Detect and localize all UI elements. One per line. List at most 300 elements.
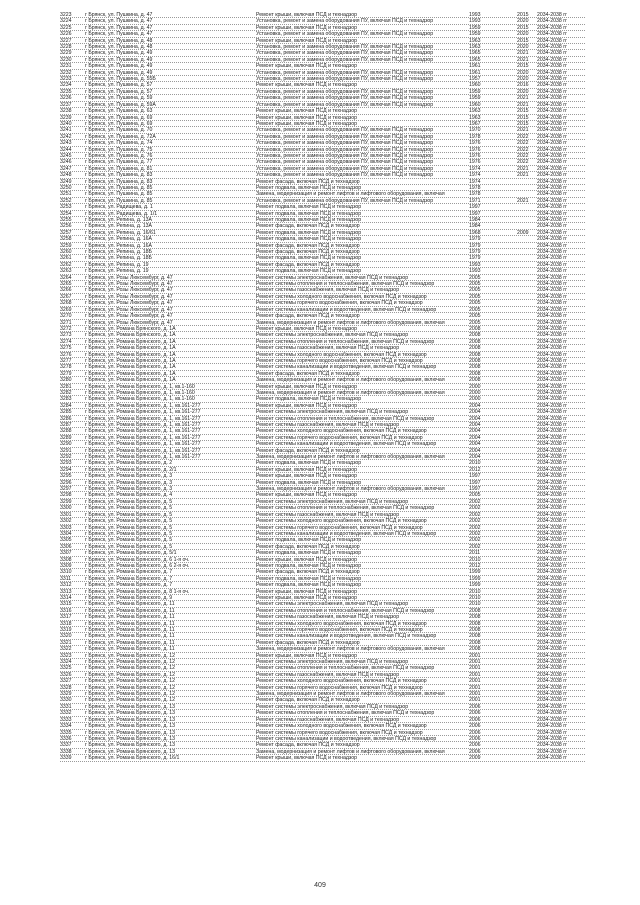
build-year-cell: 2008 bbox=[469, 345, 481, 352]
planned-period-cell: 2034-2038 гг bbox=[537, 178, 568, 185]
planned-period-cell: 2034-2038 гг bbox=[537, 364, 568, 371]
work-type-cell: Ремонт системы горячего водоснабжения, включая ПСД и технадзор bbox=[256, 300, 423, 307]
planned-period-cell: 2034-2038 гг bbox=[537, 710, 568, 717]
build-year-cell: 1997 bbox=[469, 210, 481, 217]
row-number-cell: 3287 bbox=[60, 422, 72, 428]
address-cell: г Брянск, ул. Пушкина, д. 57 bbox=[85, 88, 153, 95]
planned-period-cell: 2034-2038 гг bbox=[537, 492, 568, 499]
row-number-cell: 3277 bbox=[60, 357, 72, 364]
table-row bbox=[60, 755, 585, 761]
work-type-cell: Ремонт фасада, включая ПСД и технадзор bbox=[256, 313, 360, 320]
planned-period-cell: 2034-2038 гг bbox=[537, 377, 568, 384]
work-type-cell: Ремонт системы холодного водоснабжения, включая ПСД и технадзор bbox=[256, 620, 427, 627]
build-year-cell: 1978 bbox=[469, 184, 481, 191]
build-year-cell: 1960 bbox=[469, 82, 481, 89]
address-cell: г Брянск, ул. Розы Люксембург, д. 47 bbox=[85, 293, 173, 300]
address-cell: г Брянск, ул. Пушкина, д. 74 bbox=[85, 140, 153, 147]
build-year-cell: 2006 bbox=[469, 748, 481, 755]
address-cell: г Брянск, ул. Пушкина, д. 49 bbox=[85, 50, 153, 57]
planned-period-cell: 2034-2038 гг bbox=[537, 409, 568, 416]
work-type-cell: Ремонт фасада, включая ПСД и технадзор bbox=[256, 697, 360, 704]
planned-period-cell: 2034-2038 гг bbox=[537, 543, 568, 550]
build-year-cell: 1978 bbox=[469, 133, 481, 140]
planned-period-cell: 2034-2038 гг bbox=[537, 678, 568, 685]
work-type-cell: Ремонт системы холодного водоснабжения, включая ПСД и технадзор bbox=[256, 678, 427, 685]
build-year-cell: 2000 bbox=[469, 396, 481, 403]
planned-period-cell: 2034-2038 гг bbox=[537, 582, 568, 589]
build-year-cell: 2000 bbox=[469, 389, 481, 396]
row-number-cell: 3256 bbox=[60, 223, 72, 230]
work-type-cell: Ремонт фасада, включая ПСД и технадзор bbox=[256, 742, 360, 749]
work-type-cell: Установка, ремонт и замена оборудования ПУ, включая ПСД и технадзор bbox=[256, 197, 434, 204]
row-number-cell: 3335 bbox=[60, 729, 72, 736]
address-cell: г Брянск, ул. Репина, д. 18Б bbox=[85, 255, 152, 262]
work-type-cell: Замена, модернизация и ремонт лифтов и лифтового оборудования, включая bbox=[256, 454, 445, 461]
address-cell: г Брянск, ул. Романа Брянского, д. 13 bbox=[85, 723, 176, 730]
row-number-cell: 3324 bbox=[60, 659, 72, 666]
build-year-cell: 1965 bbox=[469, 56, 481, 63]
work-type-cell: Ремонт системы горячего водоснабжения, включая ПСД и технадзор bbox=[256, 524, 423, 531]
build-year-cell: 2008 bbox=[469, 325, 481, 332]
planned-period-cell: 2034-2038 гг bbox=[537, 268, 568, 275]
row-number-cell: 3295 bbox=[60, 473, 72, 480]
address-cell: г Брянск, ул. Романа Брянского, д. 1, кв.161-277 bbox=[85, 422, 201, 428]
planned-period-cell: 2034-2038 гг bbox=[537, 204, 568, 211]
build-year-cell: 2005 bbox=[469, 293, 481, 300]
work-type-cell: Ремонт системы газоснабжения, включая ПСД и технадзор bbox=[256, 671, 400, 678]
planned-period-cell: 2034-2038 гг bbox=[537, 620, 568, 627]
work-type-cell: Ремонт крыши, включая ПСД и технадзор bbox=[256, 473, 358, 480]
address-cell: г Брянск, ул. Романа Брянского, д. 5 bbox=[85, 498, 173, 505]
build-year-cell: 2008 bbox=[469, 338, 481, 345]
work-type-cell: Установка, ремонт и замена оборудования ПУ, включая ПСД и технадзор bbox=[256, 172, 434, 179]
address-cell: г Брянск, ул. Романа Брянского, д. 1, кв.161-277 bbox=[85, 447, 201, 454]
row-number-cell: 3307 bbox=[60, 550, 72, 557]
build-year-cell: 2012 bbox=[469, 562, 481, 569]
row-number-cell: 3311 bbox=[60, 575, 72, 582]
address-cell: г Брянск, ул. Пушкина, д. 81 bbox=[85, 165, 153, 172]
row-number-cell: 3278 bbox=[60, 364, 72, 371]
address-cell: г Брянск, ул. Романа Брянского, д. 12 bbox=[85, 678, 176, 685]
planned-period-cell: 2034-2038 гг bbox=[537, 18, 568, 25]
work-type-cell: Установка, ремонт и замена оборудования ПУ, включая ПСД и технадзор bbox=[256, 165, 434, 172]
address-cell: г Брянск, ул. Романа Брянского, д. 1А bbox=[85, 332, 176, 339]
work-type-cell: Ремонт системы канализации и водоотведения, включая ПСД и технадзор bbox=[256, 530, 437, 537]
build-year-cell: 1959 bbox=[469, 31, 481, 38]
last-repair-year-cell: 2015 bbox=[517, 37, 529, 44]
planned-period-cell: 2034-2038 гг bbox=[537, 684, 568, 691]
work-type-cell: Ремонт подвала, включая ПСД и технадзор bbox=[256, 184, 362, 191]
planned-period-cell: 2034-2038 гг bbox=[537, 697, 568, 704]
work-type-cell: Ремонт системы отопления и теплоснабжения, включая ПСД и технадзор bbox=[256, 665, 435, 672]
address-cell: г Брянск, ул. Романа Брянского, д. 3 bbox=[85, 473, 173, 480]
planned-period-cell: 2034-2038 гг bbox=[537, 152, 568, 159]
row-number-cell: 3255 bbox=[60, 217, 72, 223]
last-repair-year-cell: 2022 bbox=[517, 133, 529, 140]
build-year-cell: 1961 bbox=[469, 63, 481, 70]
build-year-cell: 2008 bbox=[469, 370, 481, 377]
address-cell: г Брянск, ул. Романа Брянского, д. 5 bbox=[85, 511, 173, 518]
work-type-cell: Ремонт системы канализации и водоотведения, включая ПСД и технадзор bbox=[256, 633, 437, 640]
build-year-cell: 2001 bbox=[469, 691, 481, 698]
work-type-cell: Ремонт фасада, включая ПСД и технадзор bbox=[256, 370, 360, 377]
work-type-cell: Ремонт системы холодного водоснабжения, включая ПСД и технадзор bbox=[256, 351, 427, 358]
planned-period-cell: 2034-2038 гг bbox=[537, 370, 568, 377]
build-year-cell: 2005 bbox=[469, 319, 481, 326]
address-cell: г Брянск, ул. Пушкина, д. 55Б bbox=[85, 76, 156, 83]
planned-period-cell: 2034-2038 гг bbox=[537, 671, 568, 678]
row-number-cell: 3258 bbox=[60, 236, 72, 243]
planned-period-cell: 2034-2038 гг bbox=[537, 210, 568, 217]
work-type-cell: Ремонт крыши, включая ПСД и технадзор bbox=[256, 24, 358, 31]
build-year-cell: 2002 bbox=[469, 524, 481, 531]
planned-period-cell: 2034-2038 гг bbox=[537, 498, 568, 505]
address-cell: г Брянск, ул. Романа Брянского, д. 3 bbox=[85, 479, 173, 486]
row-number-cell: 3279 bbox=[60, 370, 72, 377]
build-year-cell: 2008 bbox=[469, 627, 481, 633]
row-number-cell: 3283 bbox=[60, 396, 72, 403]
planned-period-cell: 2034-2038 гг bbox=[537, 530, 568, 537]
work-type-cell: Ремонт системы горячего водоснабжения, включая ПСД и технадзор bbox=[256, 434, 423, 441]
work-type-cell: Установка, ремонт и замена оборудования ПУ, включая ПСД и технадзор bbox=[256, 140, 434, 147]
build-year-cell: 2004 bbox=[469, 428, 481, 435]
row-number-cell: 3268 bbox=[60, 300, 72, 307]
last-repair-year-cell: 2020 bbox=[517, 76, 529, 83]
work-type-cell: Ремонт системы отопления и теплоснабжения, включая ПСД и технадзор bbox=[256, 281, 435, 288]
address-cell: г Брянск, ул. Радищева, д. 1/1 bbox=[85, 210, 158, 217]
work-type-cell: Ремонт системы электроснабжения, включая ПСД и технадзор bbox=[256, 498, 409, 505]
work-type-cell: Ремонт системы электроснабжения, включая ПСД и технадзор bbox=[256, 332, 409, 339]
work-type-cell: Ремонт крыши, включая ПСД и технадзор bbox=[256, 466, 358, 473]
work-type-cell: Ремонт фасада, включая ПСД и технадзор bbox=[256, 249, 360, 256]
address-cell: г Брянск, ул. Романа Брянского, д. 1, кв.1-160 bbox=[85, 389, 195, 396]
row-number-cell: 3330 bbox=[60, 697, 72, 704]
planned-period-cell: 2034-2038 гг bbox=[537, 24, 568, 31]
row-number-cell: 3300 bbox=[60, 505, 72, 512]
row-number-cell: 3259 bbox=[60, 242, 72, 249]
work-type-cell: Ремонт фасада, включая ПСД и технадзор bbox=[256, 447, 360, 454]
row-number-cell: 3244 bbox=[60, 146, 72, 153]
row-number-cell: 3316 bbox=[60, 607, 72, 614]
work-type-cell: Ремонт системы горячего водоснабжения, включая ПСД и технадзор bbox=[256, 729, 423, 736]
row-number-cell: 3327 bbox=[60, 678, 72, 685]
planned-period-cell: 2034-2038 гг bbox=[537, 37, 568, 44]
last-repair-year-cell: 2015 bbox=[517, 63, 529, 70]
row-number-cell: 3338 bbox=[60, 748, 72, 755]
planned-period-cell: 2034-2038 гг bbox=[537, 82, 568, 89]
address-cell: г Брянск, ул. Пушкина, д. 47 bbox=[85, 24, 153, 31]
address-cell: г Брянск, ул. Пушкина, д. 49 bbox=[85, 56, 153, 63]
work-type-cell: Ремонт подвала, включая ПСД и технадзор bbox=[256, 537, 362, 544]
last-repair-year-cell: 2020 bbox=[517, 31, 529, 38]
address-cell: г Брянск, ул. Романа Брянского, д. 4 bbox=[85, 492, 173, 499]
address-cell: г Брянск, ул. Романа Брянского, д. 1, кв.161-277 bbox=[85, 441, 201, 448]
row-number-cell: 3336 bbox=[60, 735, 72, 742]
planned-period-cell: 2034-2038 гг bbox=[537, 313, 568, 320]
work-type-cell: Ремонт системы электроснабжения, включая ПСД и технадзор bbox=[256, 601, 409, 608]
work-type-cell: Ремонт крыши, включая ПСД и технадзор bbox=[256, 108, 358, 115]
row-number-cell: 3288 bbox=[60, 428, 72, 435]
build-year-cell: 2010 bbox=[469, 601, 481, 608]
build-year-cell: 2008 bbox=[469, 614, 481, 621]
row-number-cell: 3234 bbox=[60, 82, 72, 89]
address-cell: г Брянск, ул. Репина, д. 16А bbox=[85, 242, 152, 249]
build-year-cell: 2005 bbox=[469, 274, 481, 281]
build-year-cell: 2004 bbox=[469, 415, 481, 422]
address-cell: г Брянск, ул. Розы Люксембург, д. 47 bbox=[85, 287, 173, 294]
row-number-cell: 3337 bbox=[60, 742, 72, 749]
address-cell: г Брянск, ул. Пушкина, д. 83 bbox=[85, 172, 153, 179]
address-cell: г Брянск, ул. Романа Брянского, д. 11 bbox=[85, 620, 175, 627]
build-year-cell: 1957 bbox=[469, 76, 481, 83]
build-year-cell: 2001 bbox=[469, 652, 481, 659]
work-type-cell: Ремонт системы горячего водоснабжения, включая ПСД и технадзор bbox=[256, 627, 423, 633]
work-type-cell: Ремонт подвала, включая ПСД и технадзор bbox=[256, 460, 362, 467]
address-cell: г Брянск, ул. Романа Брянского, д. 13 bbox=[85, 742, 176, 749]
work-type-cell: Установка, ремонт и замена оборудования ПУ, включая ПСД и технадзор bbox=[256, 69, 434, 76]
build-year-cell: 2008 bbox=[469, 332, 481, 339]
row-number-cell: 3224 bbox=[60, 18, 72, 25]
build-year-cell: 2006 bbox=[469, 735, 481, 742]
planned-period-cell: 2034-2038 гг bbox=[537, 422, 568, 428]
planned-period-cell: 2034-2038 гг bbox=[537, 281, 568, 288]
planned-period-cell: 2034-2038 гг bbox=[537, 56, 568, 63]
address-cell: г Брянск, ул. Романа Брянского, д. 6 1-я оч. bbox=[85, 556, 190, 563]
row-number-cell: 3241 bbox=[60, 127, 72, 134]
address-cell: г Брянск, ул. Пушкина, д. 57 bbox=[85, 82, 153, 89]
row-number-cell: 3291 bbox=[60, 447, 72, 454]
row-number-cell: 3309 bbox=[60, 562, 72, 569]
last-repair-year-cell: 2015 bbox=[517, 114, 529, 121]
address-cell: г Брянск, ул. Пушкина, д. 48 bbox=[85, 44, 153, 51]
planned-period-cell: 2034-2038 гг bbox=[537, 550, 568, 557]
build-year-cell: 1997 bbox=[469, 204, 481, 211]
address-cell: г Брянск, ул. Романа Брянского, д. 13 bbox=[85, 748, 176, 755]
last-repair-year-cell: 2021 bbox=[517, 172, 529, 179]
build-year-cell: 2002 bbox=[469, 505, 481, 512]
work-type-cell: Ремонт системы отопления и теплоснабжения, включая ПСД и технадзор bbox=[256, 338, 435, 345]
address-cell: г Брянск, ул. Романа Брянского, д. 1А bbox=[85, 364, 176, 371]
address-cell: г Брянск, ул. Романа Брянского, д. 11 bbox=[85, 633, 175, 640]
build-year-cell: 2008 bbox=[469, 364, 481, 371]
planned-period-cell: 2034-2038 гг bbox=[537, 300, 568, 307]
row-number-cell: 3317 bbox=[60, 614, 72, 621]
build-year-cell: 1963 bbox=[469, 114, 481, 121]
planned-period-cell: 2034-2038 гг bbox=[537, 63, 568, 70]
work-type-cell: Ремонт подвала, включая ПСД и технадзор bbox=[256, 210, 362, 217]
row-number-cell: 3243 bbox=[60, 140, 72, 147]
build-year-cell: 1971 bbox=[469, 197, 481, 204]
build-year-cell: 2004 bbox=[469, 434, 481, 441]
planned-period-cell: 2034-2038 гг bbox=[537, 338, 568, 345]
build-year-cell: 1959 bbox=[469, 24, 481, 31]
build-year-cell: 2010 bbox=[469, 556, 481, 563]
address-cell: г Брянск, ул. Розы Люксембург, д. 47 bbox=[85, 313, 173, 320]
row-number-cell: 3265 bbox=[60, 281, 72, 288]
row-number-cell: 3326 bbox=[60, 671, 72, 678]
work-type-cell: Ремонт подвала, включая ПСД и технадзор bbox=[256, 217, 362, 223]
address-cell: г Брянск, ул. Романа Брянского, д. 1, кв.161-277 bbox=[85, 402, 201, 409]
work-type-cell: Ремонт подвала, включая ПСД и технадзор bbox=[256, 582, 362, 589]
row-number-cell: 3228 bbox=[60, 44, 72, 51]
work-type-cell: Ремонт подвала, включая ПСД и технадзор bbox=[256, 479, 362, 486]
row-number-cell: 3272 bbox=[60, 325, 72, 332]
work-type-cell: Ремонт фасада, включая ПСД и технадзор bbox=[256, 569, 360, 576]
build-year-cell: 2004 bbox=[469, 454, 481, 461]
address-cell: г Брянск, ул. Пушкина, д. 75 bbox=[85, 146, 153, 153]
build-year-cell: 2002 bbox=[469, 518, 481, 525]
work-type-cell: Замена, модернизация и ремонт лифтов и лифтового оборудования, включая bbox=[256, 486, 445, 493]
address-cell: г Брянск, ул. Романа Брянского, д. 1, кв.1-160 bbox=[85, 383, 195, 390]
work-type-cell: Установка, ремонт и замена оборудования ПУ, включая ПСД и технадзор bbox=[256, 101, 434, 108]
build-year-cell: 1997 bbox=[469, 486, 481, 493]
planned-period-cell: 2034-2038 гг bbox=[537, 159, 568, 166]
planned-period-cell: 2034-2038 гг bbox=[537, 460, 568, 467]
address-cell: г Брянск, ул. Романа Брянского, д. 1А bbox=[85, 345, 176, 352]
build-year-cell: 2002 bbox=[469, 543, 481, 550]
build-year-cell: 1959 bbox=[469, 95, 481, 102]
row-number-cell: 3304 bbox=[60, 530, 72, 537]
row-number-cell: 3290 bbox=[60, 441, 72, 448]
planned-period-cell: 2034-2038 гг bbox=[537, 729, 568, 736]
work-type-cell: Ремонт крыши, включая ПСД и технадзор bbox=[256, 37, 358, 44]
address-cell: г Брянск, ул. Розы Люксембург, д. 47 bbox=[85, 306, 173, 313]
work-type-cell: Ремонт системы газоснабжения, включая ПСД и технадзор bbox=[256, 614, 400, 621]
address-cell: г Брянск, ул. Репина, д. 19 bbox=[85, 268, 149, 275]
address-cell: г Брянск, ул. Пушкина, д. 83 bbox=[85, 178, 153, 185]
row-number-cell: 3303 bbox=[60, 524, 72, 531]
work-type-cell: Ремонт системы канализации и водоотведения, включая ПСД и технадзор bbox=[256, 441, 437, 448]
build-year-cell: 1959 bbox=[469, 88, 481, 95]
work-type-cell: Установка, ремонт и замена оборудования ПУ, включая ПСД и технадзор bbox=[256, 56, 434, 63]
address-cell: г Брянск, ул. Репина, д. 13А bbox=[85, 217, 152, 223]
work-type-cell: Ремонт крыши, включая ПСД и технадзор bbox=[256, 63, 358, 70]
planned-period-cell: 2034-2038 гг bbox=[537, 133, 568, 140]
row-number-cell: 3232 bbox=[60, 69, 72, 76]
last-repair-year-cell: 2016 bbox=[517, 82, 529, 89]
work-type-cell: Установка, ремонт и замена оборудования ПУ, включая ПСД и технадзор bbox=[256, 50, 434, 57]
row-number-cell: 3248 bbox=[60, 172, 72, 179]
address-cell: г Брянск, ул. Романа Брянского, д. 1А bbox=[85, 357, 176, 364]
address-cell: г Брянск, ул. Романа Брянского, д. 11 bbox=[85, 614, 175, 621]
planned-period-cell: 2034-2038 гг bbox=[537, 562, 568, 569]
row-number-cell: 3261 bbox=[60, 255, 72, 262]
address-cell: г Брянск, ул. Пушкина, д. 59 bbox=[85, 95, 153, 102]
row-number-cell: 3275 bbox=[60, 345, 72, 352]
build-year-cell: 2000 bbox=[469, 383, 481, 390]
row-number-cell: 3251 bbox=[60, 191, 72, 198]
build-year-cell: 2001 bbox=[469, 665, 481, 672]
work-type-cell: Установка, ремонт и замена оборудования ПУ, включая ПСД и технадзор bbox=[256, 133, 434, 140]
work-type-cell: Установка, ремонт и замена оборудования ПУ, включая ПСД и технадзор bbox=[256, 152, 434, 159]
planned-period-cell: 2034-2038 гг bbox=[537, 473, 568, 480]
row-number-cell: 3249 bbox=[60, 178, 72, 185]
planned-period-cell: 2034-2038 гг bbox=[537, 505, 568, 512]
planned-period-cell: 2034-2038 гг bbox=[537, 140, 568, 147]
row-number-cell: 3257 bbox=[60, 229, 72, 236]
row-number-cell: 3240 bbox=[60, 120, 72, 127]
last-repair-year-cell: 2015 bbox=[517, 108, 529, 115]
address-cell: г Брянск, ул. Розы Люксембург, д. 47 bbox=[85, 281, 173, 288]
work-type-cell: Ремонт крыши, включая ПСД и технадзор bbox=[256, 325, 358, 332]
work-type-cell: Ремонт фасада, включая ПСД и технадзор bbox=[256, 639, 360, 646]
address-cell: г Брянск, ул. Романа Брянского, д. 1, кв.161-277 bbox=[85, 415, 201, 422]
build-year-cell: 2006 bbox=[469, 742, 481, 749]
work-type-cell: Ремонт системы отопления и теплоснабжения, включая ПСД и технадзор bbox=[256, 415, 435, 422]
planned-period-cell: 2034-2038 гг bbox=[537, 31, 568, 38]
planned-period-cell: 2034-2038 гг bbox=[537, 351, 568, 358]
row-number-cell: 3308 bbox=[60, 556, 72, 563]
planned-period-cell: 2034-2038 гг bbox=[537, 101, 568, 108]
work-type-cell: Ремонт системы холодного водоснабжения, включая ПСД и технадзор bbox=[256, 293, 427, 300]
address-cell: г Брянск, ул. Репина, д. 16А bbox=[85, 236, 152, 243]
row-number-cell: 3247 bbox=[60, 165, 72, 172]
planned-period-cell: 2034-2038 гг bbox=[537, 639, 568, 646]
row-number-cell: 3263 bbox=[60, 268, 72, 275]
row-number-cell: 3329 bbox=[60, 691, 72, 698]
build-year-cell: 2002 bbox=[469, 530, 481, 537]
work-type-cell: Установка, ремонт и замена оборудования ПУ, включая ПСД и технадзор bbox=[256, 95, 434, 102]
build-year-cell: 2010 bbox=[469, 460, 481, 467]
row-number-cell: 3302 bbox=[60, 518, 72, 525]
work-type-cell: Ремонт крыши, включая ПСД и технадзор bbox=[256, 402, 358, 409]
planned-period-cell: 2034-2038 гг bbox=[537, 236, 568, 243]
address-cell: г Брянск, ул. Романа Брянского, д. 1, кв.1-160 bbox=[85, 396, 195, 403]
planned-period-cell: 2034-2038 гг bbox=[537, 12, 568, 18]
row-number-cell: 3328 bbox=[60, 684, 72, 691]
build-year-cell: 1979 bbox=[469, 255, 481, 262]
build-year-cell: 2002 bbox=[469, 498, 481, 505]
last-repair-year-cell: 2015 bbox=[517, 12, 529, 18]
row-number-cell: 3280 bbox=[60, 377, 72, 384]
planned-period-cell: 2034-2038 гг bbox=[537, 511, 568, 518]
last-repair-year-cell: 2020 bbox=[517, 69, 529, 76]
planned-period-cell: 2034-2038 гг bbox=[537, 108, 568, 115]
build-year-cell: 2008 bbox=[469, 639, 481, 646]
planned-period-cell: 2034-2038 гг bbox=[537, 146, 568, 153]
last-repair-year-cell: 2020 bbox=[517, 18, 529, 25]
work-type-cell: Ремонт системы горячего водоснабжения, включая ПСД и технадзор bbox=[256, 357, 423, 364]
address-cell: г Брянск, ул. Романа Брянского, д. 1, кв.161-277 bbox=[85, 434, 201, 441]
build-year-cell: 2006 bbox=[469, 723, 481, 730]
row-number-cell: 3252 bbox=[60, 197, 72, 204]
address-cell: г Брянск, ул. Романа Брянского, д. 13 bbox=[85, 703, 176, 710]
row-number-cell: 3294 bbox=[60, 466, 72, 473]
address-cell: г Брянск, ул. Романа Брянского, д. 7 bbox=[85, 575, 173, 582]
build-year-cell: 2006 bbox=[469, 716, 481, 723]
address-cell: г Брянск, ул. Романа Брянского, д. 1, кв.161-277 bbox=[85, 409, 201, 416]
row-number-cell: 3321 bbox=[60, 639, 72, 646]
build-year-cell: 1974 bbox=[469, 165, 481, 172]
row-number-cell: 3225 bbox=[60, 24, 72, 31]
row-number-cell: 3318 bbox=[60, 620, 72, 627]
planned-period-cell: 2034-2038 гг bbox=[537, 447, 568, 454]
row-number-cell: 3227 bbox=[60, 37, 72, 44]
planned-period-cell: 2034-2038 гг bbox=[537, 293, 568, 300]
build-year-cell: 2005 bbox=[469, 300, 481, 307]
work-type-cell: Установка, ремонт и замена оборудования ПУ, включая ПСД и технадзор bbox=[256, 76, 434, 83]
address-cell: г Брянск, ул. Репина, д. 16/61 bbox=[85, 229, 156, 236]
build-year-cell: 1978 bbox=[469, 191, 481, 198]
planned-period-cell: 2034-2038 гг bbox=[537, 76, 568, 83]
row-number-cell: 3320 bbox=[60, 633, 72, 640]
work-type-cell: Установка, ремонт и замена оборудования ПУ, включая ПСД и технадзор bbox=[256, 146, 434, 153]
work-type-cell: Ремонт системы отопления и теплоснабжения, включая ПСД и технадзор bbox=[256, 607, 435, 614]
planned-period-cell: 2034-2038 гг bbox=[537, 217, 568, 223]
work-type-cell: Установка, ремонт и замена оборудования ПУ, включая ПСД и технадзор bbox=[256, 18, 434, 25]
build-year-cell: 1963 bbox=[469, 37, 481, 44]
build-year-cell: 1976 bbox=[469, 140, 481, 147]
